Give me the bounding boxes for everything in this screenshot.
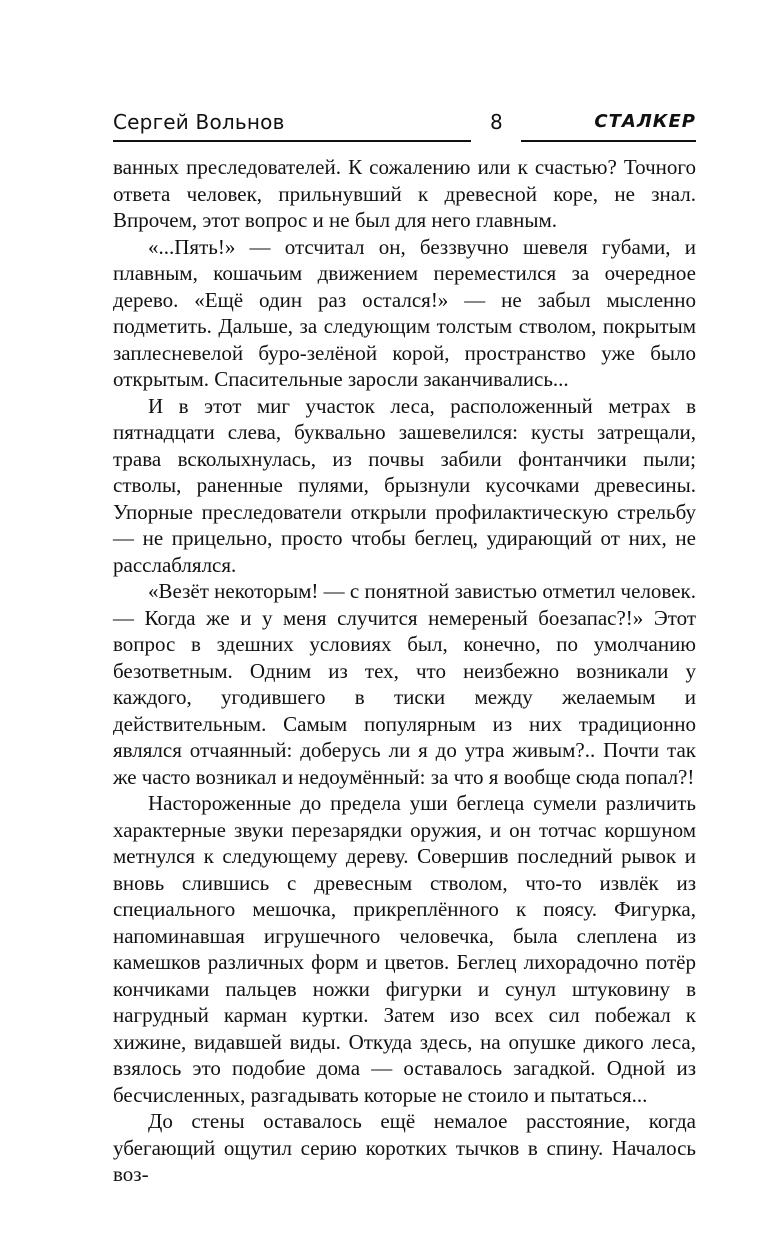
header-rule-right	[521, 140, 696, 142]
page-number: 8	[490, 110, 503, 134]
paragraph: ванных преследователей. К сожалению или к счастью? Точного ответа человек, прильнувший к древесной коре, не знал. Впрочем, этот вопрос и не был для него главным.	[113, 155, 696, 232]
paragraph: До стены оставалось ещё немалое расстояние, когда убегающий ощутил серию коротких тычков в спину. Началось воз-	[113, 1109, 696, 1186]
body-text	[113, 154, 696, 1188]
paragraph: Настороженные до предела уши беглеца сумели различить характерные звуки перезарядки оружия, и он тотчас коршуном метнулся к следующему дереву. Совершив последний рывок и вновь слившись с древесным стволом, что-то извлёк из специального мешочка, прикреплённого к поясу. Фигурка, напоминавшая игрушечного человечка, была слеплена из камешков различных форм и цветов. Беглец лихорадочно потёр кончиками пальцев ножки фигурки и сунул штуковину в нагрудный карман куртки. Затем изо всех сил побежал к хижине, видавшей виды. Откуда здесь, на опушке дикого леса, взялось это подобие дома — оставалось загадкой. Одной из бесчисленных, разгадывать которые не стоило и пытаться...	[113, 791, 696, 1107]
header-series-title: СТАЛКЕР	[594, 111, 696, 132]
paragraph: «...Пять!» — отсчитал он, беззвучно шевеля губами, и плавным, кошачьим движением переместился за очередное дерево. «Ещё один раз остался!» — не забыл мысленно подметить. Дальше, за следующим толстым стволом, покрытым заплесневелой буро-зелёной корой, пространство уже было открытым. Спасительные заросли заканчивались...	[113, 234, 696, 391]
paragraph: «Везёт некоторым! — с понятной завистью отметил человек. — Когда же и у меня случится немереный боезапас?!» Этот вопрос в здешних условиях был, конечно, по умолчанию безответным. Одним из тех, что неизбежно возникали у каждого, угодившего в тиски между желаемым и действительным. Самым популярным из них традиционно являлся отчаянный: доберусь ли я до утра живым?.. Почти так же часто возникал и недоумённый: за что я вообще сюда попал?!	[113, 579, 696, 789]
paragraph: И в этот миг участок леса, расположенный метрах в пятнадцати слева, буквально зашевелился: кусты затрещали, трава всколыхнулась, из почвы забили фонтанчики пыли; стволы, раненные пулями, брызнули кусочками древесины. Упорные преследователи открыли профилактическую стрельбу — не прицельно, просто чтобы беглец, удирающий от них, не расслаблялся.	[113, 393, 696, 577]
header-author: Сергей Вольнов	[113, 110, 285, 134]
running-header	[113, 110, 696, 142]
header-rule-left	[113, 140, 471, 142]
